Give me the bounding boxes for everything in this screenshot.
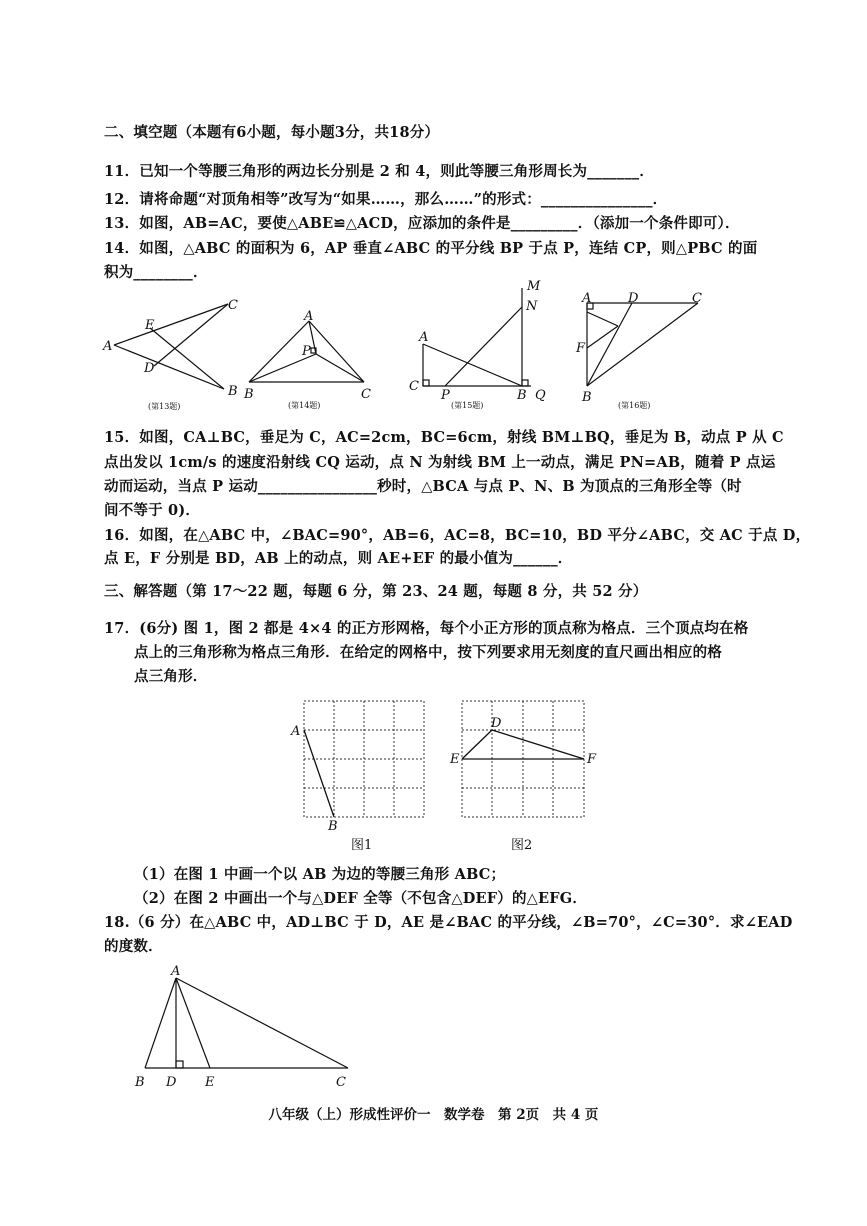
question-16-line-2: 点 E，F 分别是 BD，AB 上的动点，则 AE+EF 的最小值为______． (104, 550, 573, 567)
grid-figure-1 (288, 695, 438, 855)
label-f: F (587, 752, 597, 767)
question-17-line-2: 点上的三角形称为格点三角形．在给定的网格中，按下列要求用无刻度的直尺画出相应的格 (134, 644, 722, 661)
figure-15-caption: (第15题) (451, 401, 484, 410)
label-c: C (692, 291, 702, 306)
label-n: N (526, 299, 538, 314)
label-b: B (244, 387, 254, 402)
label-c: C (336, 1075, 346, 1090)
label-e: E (145, 318, 155, 333)
label-d: D (144, 361, 155, 376)
label-d: D (491, 716, 502, 731)
section-heading-fill-in: 二、填空题（本题有6小题，每小题3分，共18分） (104, 124, 440, 141)
label-q: Q (535, 388, 546, 403)
question-17-line-1: 17．(6分) 图 1，图 2 都是 4×4 的正方形网格，每个小正方形的顶点称为格点．三个顶点均在格 (104, 620, 749, 637)
figure-14-caption: (第14题) (288, 401, 321, 410)
label-b: B (135, 1075, 145, 1090)
label-d: D (166, 1075, 177, 1090)
label-a: A (171, 964, 181, 979)
label-d: D (628, 291, 639, 306)
figure-15 (405, 278, 555, 416)
question-15-line-3: 动而运动，当点 P 运动________________秒时，△BCA 与点 P、N、B 为顶点的三角形全等（时 (104, 478, 742, 495)
question-14-line-2: 积为________． (104, 264, 208, 281)
label-c: C (409, 379, 419, 394)
question-11: 11．已知一个等腰三角形的两边长分别是 2 和 4，则此等腰三角形周长为_______． (104, 163, 655, 180)
label-m: M (527, 279, 541, 294)
figure-14 (240, 304, 380, 416)
grid-figure-2-caption: 图2 (511, 838, 533, 853)
label-a: A (419, 330, 429, 345)
question-18-line-1: 18.（6 分）在△ABC 中，AD⊥BC 于 D，AE 是∠BAC 的平分线，∠B=70°，∠C=30°．求∠EAD (104, 914, 793, 931)
question-14-line-1: 14．如图，△ABC 的面积为 6，AP 垂直∠ABC 的平分线 BP 于点 P，连结 CP，则△PBC 的面 (104, 240, 758, 257)
question-18-line-2: 的度数． (104, 938, 163, 955)
label-e: E (450, 752, 460, 767)
label-b: B (228, 384, 238, 399)
page-footer: 八年级（上）形成性评价一 数学卷 第 2页 共 4 页 (268, 1107, 599, 1123)
question-15-line-1: 15．如图，CA⊥BC，垂足为 C，AC=2cm，BC=6cm，射线 BM⊥BQ，垂足为 B，动点 P 从 C (104, 429, 784, 446)
label-p: P (302, 344, 311, 359)
label-c: C (228, 298, 238, 313)
question-15-line-2: 点出发以 1cm/s 的速度沿射线 CQ 运动，点 N 为射线 BM 上一动点，满足 PN=AB，随着 P 点运 (104, 454, 776, 471)
grid-figure-1-caption: 图1 (351, 838, 373, 853)
question-17-line-3: 点三角形． (134, 668, 208, 685)
figure-13-caption: (第13题) (148, 402, 181, 411)
question-13: 13．如图，AB=AC，要使△ABE≌△ACD，应添加的条件是_________．（添加一个条件即可）． (104, 215, 740, 232)
label-a: A (103, 339, 113, 354)
label-c: C (361, 387, 371, 402)
label-a: A (304, 309, 314, 324)
label-b: B (582, 390, 592, 405)
label-b: B (328, 819, 338, 834)
question-15-line-4: 间不等于 0)． (104, 502, 201, 519)
label-f: F (576, 341, 586, 356)
figure-18 (128, 960, 358, 1090)
question-17-sub-2: （2）在图 2 中画出一个与△DEF 全等（不包含△DEF）的△EFG． (134, 890, 588, 907)
label-p: P (441, 388, 450, 403)
label-a: A (291, 724, 301, 739)
label-a: A (582, 291, 592, 306)
figure-16-caption: (第16题) (618, 401, 651, 410)
figure-13 (100, 292, 250, 417)
label-b: B (517, 388, 527, 403)
label-e: E (205, 1075, 215, 1090)
question-17-sub-1: （1）在图 1 中画一个以 AB 为边的等腰三角形 ABC； (134, 866, 506, 883)
grid-figure-2 (448, 695, 608, 855)
question-16-line-1: 16．如图，在△ABC 中，∠BAC=90°，AB=6，AC=8，BC=10，BD 平分∠ABC，交 AC 于点 D， (104, 527, 811, 544)
question-12: 12．请将命题“对顶角相等”改写为“如果……，那么……”的形式：_______________． (104, 191, 668, 208)
figure-16 (572, 290, 712, 416)
section-heading-solutions: 三、解答题（第 17～22 题，每题 6 分，第 23、24 题，每题 8 分，共 52 分） (104, 583, 648, 600)
